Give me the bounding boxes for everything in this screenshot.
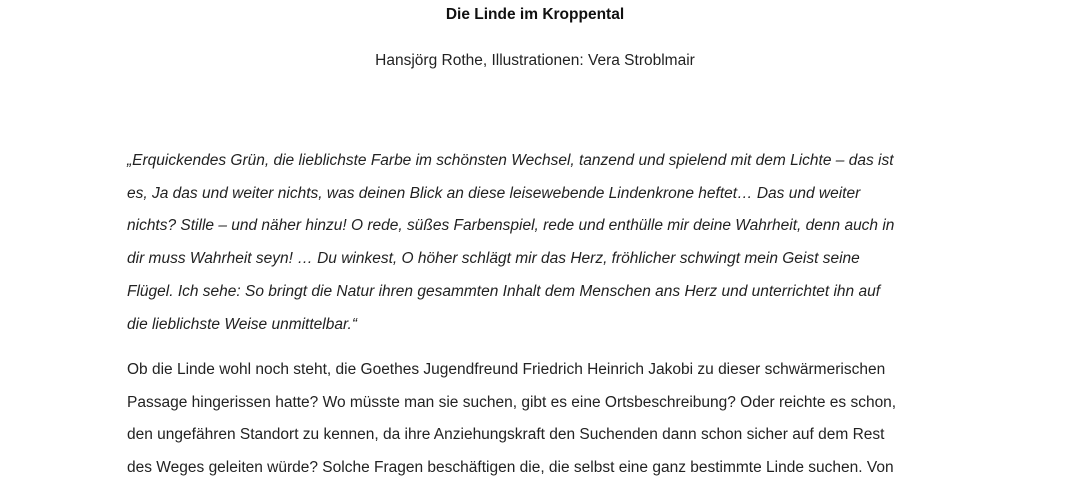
quote-line: dir muss Wahrheit seyn! … Du winkest, O höher schlägt mir das Herz, fröhlicher schwingt mein Geist seine [127,250,860,268]
quote-line: „Erquickendes Grün, die lieblichste Farbe im schönsten Wechsel, tanzend und spielend mit dem Lichte – das ist [127,152,894,169]
quote-line: es, Ja das und weiter nichts, was deinen Blick an diese leisewebende Lindenkrone heftet… Das und weiter [127,184,861,202]
paragraph-line: den ungefähren Standort zu kennen, da ihre Anziehungskraft den Suchenden dann schon sicher auf dem Rest [127,426,885,444]
document-authors: Hansjörg Rothe, Illustrationen: Vera Stroblmair [375,52,695,69]
quote-line: Flügel. Ich sehe: So bringt die Natur ihren gesammten Inhalt dem Menschen ans Herz und unterrichtet ihn auf [127,282,881,300]
quote-line: nichts? Stille – und näher hinzu! O rede, süßes Farbenspiel, rede und enthülle mir deine Wahrheit, denn auch in [127,217,895,235]
paragraph-line: des Weges geleiten würde? Solche Fragen beschäftigen die, die selbst eine ganz bestimmte Linde suchen. Von [127,459,894,477]
body-paragraph [127,354,942,485]
paragraph-line: Passage hingerissen hatte? Wo müsste man sie suchen, gibt es eine Ortsbeschreibung? Oder reichte es schon, [127,393,897,411]
document-title: Die Linde im Kroppental [445,6,625,23]
quote-block [127,145,942,341]
quote-line: die lieblichste Weise unmittelbar.“ [127,315,358,333]
paragraph-line: Ob die Linde wohl noch steht, die Goethes Jugendfreund Friedrich Heinrich Jakobi zu dieser schwärmerischen [127,361,886,378]
